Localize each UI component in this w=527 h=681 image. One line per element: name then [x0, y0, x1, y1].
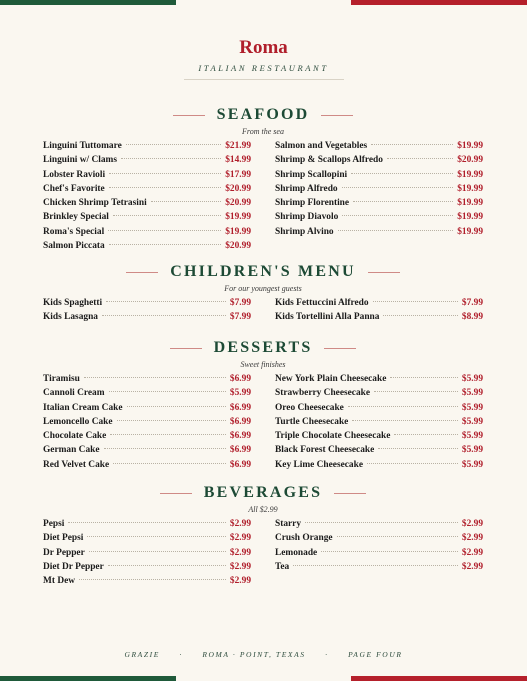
menu-item-price: $2.99: [461, 547, 483, 558]
dot-leader: [126, 144, 221, 145]
menu-item: [43, 170, 251, 184]
menu-item: [43, 403, 251, 417]
dot-leader: [121, 158, 221, 159]
menu-item-price: $5.99: [461, 388, 483, 399]
dot-leader: [109, 173, 221, 174]
menu-item-price: $5.99: [461, 459, 483, 470]
dot-leader: [353, 201, 453, 202]
menu-item-name: Lemoncello Cake: [43, 416, 113, 427]
menu-item-name: Brinkley Special: [43, 212, 109, 223]
menu-item-price: $19.99: [457, 212, 483, 223]
menu-item-price: $17.99: [225, 169, 251, 180]
dot-leader: [104, 448, 226, 449]
menu-item-name: Linguini w/ Clams: [43, 155, 117, 166]
menu-column-left: [43, 374, 251, 474]
menu-item-name: Pepsi: [43, 519, 65, 529]
menu-item-name: Shrimp Scallopini: [275, 169, 348, 180]
section-beverages: [43, 484, 483, 590]
menu-item-price: $7.99: [461, 298, 483, 308]
menu-item: [275, 533, 483, 547]
menu-item-name: Strawberry Cheesecake: [275, 388, 371, 399]
menu-item-price: $5.99: [461, 445, 483, 456]
menu-item-price: $5.99: [461, 416, 483, 427]
menu-item-price: $7.99: [229, 298, 251, 308]
menu-item-name: Crush Orange: [275, 533, 333, 544]
menu-item-price: $2.99: [229, 561, 251, 572]
menu-item: [43, 155, 251, 169]
menu-item-price: $5.99: [229, 388, 251, 399]
menu-item: [275, 374, 483, 388]
menu-item-name: Salmon Piccata: [43, 241, 105, 252]
menu-item-name: Shrimp & Scallops Alfredo: [275, 155, 383, 166]
menu-item: [275, 562, 483, 576]
menu-item-price: $2.99: [229, 519, 251, 529]
menu-item: [43, 460, 251, 474]
dot-leader: [338, 230, 454, 231]
section-seafood: [43, 106, 483, 255]
menu-item-price: $6.99: [229, 445, 251, 456]
menu-column-right: [275, 141, 483, 255]
menu-item: [43, 212, 251, 226]
menu-item-name: Diet Pepsi: [43, 533, 84, 544]
menu-item-price: $2.99: [229, 533, 251, 544]
menu-item-price: $14.99: [225, 155, 251, 166]
menu-item-name: New York Plain Cheesecake: [275, 374, 387, 384]
section-title: BEVERAGES: [203, 484, 323, 501]
menu-item: [43, 562, 251, 576]
menu-item: [43, 576, 251, 590]
menu-column-left: [43, 519, 251, 590]
menu-item: [43, 533, 251, 547]
title-rule-right: [324, 348, 356, 349]
dot-leader: [321, 551, 458, 552]
menu-item-name: Cannoli Cream: [43, 388, 105, 399]
menu-item-price: $6.99: [229, 459, 251, 470]
menu-item-price: $2.99: [229, 547, 251, 558]
menu-item: [275, 170, 483, 184]
menu-item-price: $2.99: [461, 561, 483, 572]
menu-item-name: Shrimp Florentine: [275, 198, 350, 209]
menu-item: [275, 403, 483, 417]
dot-leader: [394, 434, 457, 435]
menu-item-price: $19.99: [457, 169, 483, 180]
menu-item: [43, 374, 251, 388]
dot-leader: [127, 406, 226, 407]
footer-separator: ·: [325, 650, 329, 659]
menu-item: [275, 312, 483, 326]
footer-thanks: GRAZIE: [124, 650, 160, 659]
menu-item-name: Chocolate Cake: [43, 431, 107, 442]
footer-location: ROMA · POINT, TEXAS: [202, 650, 306, 659]
section-childrens-menu: [43, 263, 483, 327]
menu-item-price: $19.99: [225, 212, 251, 223]
menu-item-price: $2.99: [461, 519, 483, 529]
menu-item: [43, 241, 251, 255]
menu-item-price: $19.99: [457, 198, 483, 209]
dot-leader: [89, 551, 226, 552]
restaurant-name: Roma: [239, 37, 288, 58]
dot-leader: [117, 420, 226, 421]
dot-leader: [371, 144, 453, 145]
dot-leader: [367, 463, 458, 464]
section-desserts: [43, 339, 483, 474]
menu-item-name: Key Lime Cheesecake: [275, 459, 363, 470]
dot-leader: [79, 579, 226, 580]
menu-item-name: Kids Tortellini Alla Panna: [275, 312, 380, 323]
menu-item: [275, 431, 483, 445]
menu-item-price: $20.99: [225, 183, 251, 194]
menu-item-price: $8.99: [461, 312, 483, 323]
menu-item-name: Linguini Tuttomare: [43, 141, 122, 151]
menu-item-price: $19.99: [457, 183, 483, 194]
dot-leader: [87, 536, 226, 537]
title-rule-right: [321, 115, 353, 116]
dot-leader: [337, 536, 458, 537]
section-subtitle: For our youngest guests: [224, 284, 302, 293]
menu-item-name: Roma's Special: [43, 226, 105, 237]
menu-item: [43, 548, 251, 562]
dot-leader: [342, 187, 454, 188]
section-subtitle: Sweet finishes: [240, 360, 286, 369]
menu-column-left: [43, 141, 251, 255]
menu-item-price: $20.99: [225, 241, 251, 252]
dot-leader: [151, 201, 222, 202]
dot-leader: [106, 301, 226, 302]
menu-item: [275, 141, 483, 155]
menu-item-price: $5.99: [461, 431, 483, 442]
menu-column-right: [275, 519, 483, 590]
menu-item: [275, 212, 483, 226]
menu-item: [275, 460, 483, 474]
menu-item-name: Chicken Shrimp Tetrasini: [43, 198, 147, 209]
menu-item: [43, 227, 251, 241]
dot-leader: [348, 406, 458, 407]
dot-leader: [305, 522, 458, 523]
menu-item-name: Salmon and Vegetables: [275, 141, 368, 151]
dot-leader: [373, 301, 458, 302]
menu-item-price: $19.99: [457, 141, 483, 151]
menu-item-name: Kids Spaghetti: [43, 298, 103, 308]
dot-leader: [109, 391, 226, 392]
dot-leader: [108, 565, 226, 566]
menu-item: [275, 155, 483, 169]
menu-item-name: Tea: [275, 561, 290, 572]
menu-item: [275, 227, 483, 241]
dot-leader: [378, 448, 458, 449]
menu-item-name: Lemonade: [275, 547, 318, 558]
section-subtitle: All $2.99: [248, 505, 278, 514]
menu-item: [275, 198, 483, 212]
menu-item: [43, 519, 251, 533]
menu-item-name: Black Forest Cheesecake: [275, 445, 375, 456]
menu-item-price: $6.99: [229, 374, 251, 384]
menu-item-name: Shrimp Alfredo: [275, 183, 338, 194]
menu-item-name: Kids Lasagna: [43, 312, 98, 323]
menu-item-name: Red Velvet Cake: [43, 459, 110, 470]
menu-item-price: $19.99: [225, 226, 251, 237]
menu-item: [275, 184, 483, 198]
dot-leader: [108, 230, 221, 231]
menu-item-name: Italian Cream Cake: [43, 402, 123, 413]
dot-leader: [113, 463, 226, 464]
menu-item-name: Tiramisu: [43, 374, 80, 384]
menu-item: [43, 184, 251, 198]
menu-item: [43, 445, 251, 459]
title-rule-left: [126, 272, 158, 273]
dot-leader: [293, 565, 458, 566]
flag-stripe-top: [0, 0, 527, 5]
menu-item-price: $5.99: [461, 402, 483, 413]
menu-column-left: [43, 298, 251, 327]
menu-item-name: German Cake: [43, 445, 100, 456]
dot-leader: [109, 187, 222, 188]
section-title: DESSERTS: [213, 339, 313, 356]
menu-item: [275, 445, 483, 459]
menu-item-price: $2.99: [461, 533, 483, 544]
menu-item-name: Chef's Favorite: [43, 183, 105, 194]
menu-item-name: Kids Fettuccini Alfredo: [275, 298, 369, 308]
menu-column-right: [275, 374, 483, 474]
menu-item-name: Oreo Cheesecake: [275, 402, 344, 413]
menu-item-name: Starry: [275, 519, 302, 529]
menu-item: [275, 388, 483, 402]
dot-leader: [352, 420, 458, 421]
menu-header: [0, 37, 527, 80]
dot-leader: [102, 315, 226, 316]
restaurant-tagline: ITALIAN RESTAURANT: [198, 63, 329, 73]
section-subtitle: From the sea: [242, 127, 284, 136]
menu-item: [275, 298, 483, 312]
dot-leader: [109, 244, 222, 245]
title-rule-left: [173, 115, 205, 116]
menu-item-price: $7.99: [229, 312, 251, 323]
dot-leader: [351, 173, 453, 174]
footer-page: PAGE FOUR: [348, 650, 403, 659]
menu-item: [43, 388, 251, 402]
menu-item: [275, 417, 483, 431]
menu-item-price: $6.99: [229, 416, 251, 427]
menu-item-name: Shrimp Alvino: [275, 226, 334, 237]
dot-leader: [374, 391, 458, 392]
menu-item-price: $5.99: [461, 374, 483, 384]
menu-item: [43, 417, 251, 431]
dot-leader: [84, 377, 226, 378]
footer-separator: ·: [179, 650, 183, 659]
menu-item: [43, 198, 251, 212]
title-rule-left: [160, 493, 192, 494]
dot-leader: [383, 315, 457, 316]
page-footer: [0, 650, 527, 659]
menu-item: [43, 312, 251, 326]
dot-leader: [113, 215, 221, 216]
flag-stripe-bottom: [0, 676, 527, 681]
title-rule-right: [334, 493, 366, 494]
header-divider: [184, 79, 344, 80]
menu-item-name: Mt Dew: [43, 576, 76, 587]
menu-item-price: $19.99: [457, 226, 483, 237]
menu-item-price: $20.99: [225, 198, 251, 209]
menu-item: [275, 519, 483, 533]
title-rule-right: [368, 272, 400, 273]
dot-leader: [342, 215, 453, 216]
menu-item-price: $20.99: [457, 155, 483, 166]
menu-item: [275, 548, 483, 562]
dot-leader: [387, 158, 453, 159]
title-rule-left: [170, 348, 202, 349]
menu-item-name: Dr Pepper: [43, 547, 85, 558]
menu-item: [43, 141, 251, 155]
menu-item-name: Diet Dr Pepper: [43, 561, 104, 572]
dot-leader: [390, 377, 458, 378]
menu-column-right: [275, 298, 483, 327]
menu-item-price: $6.99: [229, 431, 251, 442]
menu-item-price: $6.99: [229, 402, 251, 413]
dot-leader: [110, 434, 226, 435]
menu-item-name: Shrimp Diavolo: [275, 212, 339, 223]
menu-item: [43, 431, 251, 445]
menu-item: [43, 298, 251, 312]
menu-item-name: Turtle Cheesecake: [275, 416, 349, 427]
dot-leader: [68, 522, 226, 523]
menu-item-name: Lobster Ravioli: [43, 169, 106, 180]
menu-item-price: $21.99: [225, 141, 251, 151]
menu-item-price: $2.99: [229, 576, 251, 587]
section-title: SEAFOOD: [216, 106, 310, 123]
menu-item-name: Triple Chocolate Cheesecake: [275, 431, 391, 442]
section-title: CHILDREN'S MENU: [170, 263, 356, 280]
